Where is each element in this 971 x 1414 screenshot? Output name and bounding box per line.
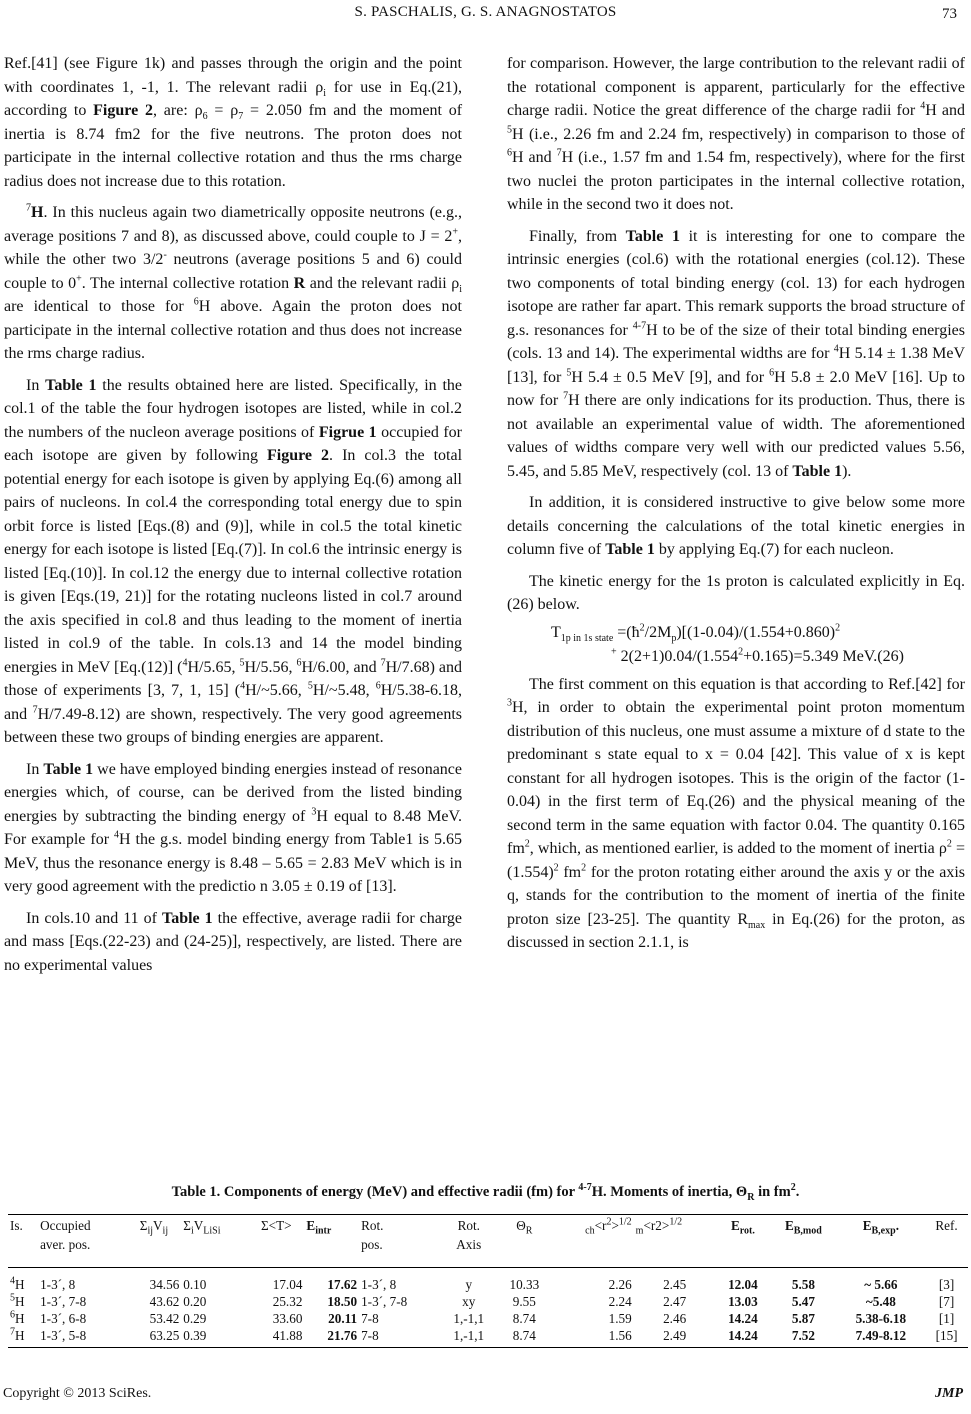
table-row [8,1268,968,1294]
cell-isotope: $^7$H [8,1327,38,1348]
header-rot-axis-line2: Axis [441,1234,497,1268]
header-eintr: $E_{intr}$ [304,1215,359,1235]
cell-vij: 53.42 [149,1311,180,1326]
header-ref: Ref. [925,1215,968,1235]
cell-erot: 14.24 [716,1327,771,1348]
cell-t: 17.04 [272,1277,303,1292]
cell-vls: 0.10 [183,1277,207,1292]
cell-occupied: 1-3´, 7-8 [40,1294,87,1309]
cell-ebmod: 7.52 [770,1327,836,1348]
cell-rot-pos: 1-3´, 7-8 [361,1294,408,1309]
table-header-row-2 [8,1234,968,1268]
table-row [8,1310,968,1327]
table-reference: Table 1 [45,376,97,394]
running-header [0,0,971,30]
cell-rch: 1.59 [608,1311,632,1326]
cell-isotope: $^6$H [10,1309,25,1326]
paragraph: Ref.[41] (see Figure 1k) and passes through the origin and the point with coordinates 1, -1, 1. The relevant radii $\rho_i$ for use in Eq.(21), according to Figure 2, are: $\rho_6 = \rho_7 = 2.050$ fm and the moment of inertia is 8.74 fm2 for the five neutrons. The proton does not participate in the internal collective rotation and thus the rms charge radius does not increase due to this rotation. [4,55,463,190]
header-vij: $\Sigma_{ij}V_{ij}$ [127,1215,182,1235]
page-footer [0,1386,971,1406]
cell-ebmod: 5.58 [791,1277,815,1292]
cell-vls: 0.29 [183,1311,207,1326]
cell-rot-axis: y [465,1277,473,1292]
cell-theta: 8.74 [512,1311,536,1326]
header-theta: $\Theta_R$ [497,1215,552,1235]
header-occupied-line2: aver. pos. [38,1234,127,1268]
cell-ebmod: 5.87 [791,1311,815,1326]
cell-occupied: 1-3´, 5-8 [38,1327,127,1348]
table-row [8,1327,968,1348]
journal-name: JMP [935,1386,963,1401]
cell-ebexp: 5.38-6.18 [855,1311,907,1326]
cell-rot-axis: xy [462,1294,476,1309]
cell-vls: 0.20 [183,1294,207,1309]
paragraph: for comparison. However, the large contribution to the relevant radii of the rotational component is apparent, particularly for the effective charge radii. Notice the great difference of the charge radii for $^4$H and $^5$H (i.e., 2.26 fm and 2.24 fm, respectively) in comparison to those of $^6$H and $^7$H (i.e., 1.57 fm and 1.54 fm, respectively), where for the first two nuclei the proton participates in the internal collective rotation, while in the second two it does not. [507,55,966,213]
cell-t: 41.88 [248,1327,304,1348]
cell-rm: 2.47 [663,1294,687,1309]
header-kinetic: Σ<T> [248,1215,304,1235]
cell-eintr: 17.62 [327,1277,358,1292]
paragraph: $^7$H. In this nucleus again two diametrically opposite neutrons (e.g., average positions 7 and 8), as discussed above, could couple to J = 2+, while the other two 3/2- neutrons (average positions 5 and 6) could couple to 0+. The internal collective rotation R and the relevant radii $\rho_i$ are identical to those for $^6$H above. Again the proton does not participate in the internal collective rotation and thus does not increase the rms charge radius. [4,202,463,362]
cell-vls: 0.39 [181,1327,248,1348]
cell-occupied: 1-3´, 8 [40,1277,76,1292]
cell-rm: 2.45 [663,1277,687,1292]
cell-occupied: 1-3´, 6-8 [40,1311,87,1326]
cell-theta: 8.74 [497,1327,552,1348]
cell-rot-axis: 1,-1,1 [453,1311,485,1326]
cell-ref: [1] [938,1311,955,1326]
paragraph: In cols.10 and 11 of Table 1 the effective, average radii for charge and mass [Eqs.(22-23) and (24-25)], respectively, are listed. There are no experimental values [4,909,463,974]
cell-rch: 1.56 [552,1327,634,1348]
cell-rot-pos: 7-8 [361,1311,379,1326]
cell-ebexp: 7.49-8.12 [837,1327,926,1348]
cell-vij: 34.56 [149,1277,180,1292]
cell-rm: 2.46 [663,1311,687,1326]
cell-erot: 12.04 [728,1277,758,1292]
results-table [8,1214,968,1348]
cell-rch: 2.26 [608,1277,632,1292]
cell-rch: 2.24 [608,1294,632,1309]
header-eb-mod: $E_{B,mod}$ [770,1215,836,1235]
cell-erot: 13.03 [728,1294,758,1309]
cell-ref: [15] [925,1327,968,1348]
page-number: 73 [942,6,957,22]
cell-theta: 10.33 [509,1277,540,1292]
table-header-row [8,1215,968,1235]
paragraph: In Table 1 the results obtained here are listed. Specifically, in the col.1 of the table the four hydrogen isotopes are listed, while in col.2 the numbers of the nucleon average positions of Figrue 1 occupied for each isotope are given by following Figure 2. In col.3 the total potential energy for each isotope is given by applying Eq.(6) among all pairs of nucleons. In col.4 the corresponding total energy due to spin orbit force is listed [Eqs.(8) and (9)], while in col.5 the total kinetic energy for each isotope is listed [Eq.(7)]. In col.6 the intrinsic energy is listed [Eq.(10)]. In col.12 the energy due to internal collective rotation is given [Eqs.(19, 21)] for the rotating nucleons listed in col.7 around the axis specified in col.8 and thus leading to the moment of inertia listed in col.9 of the table. In cols.13 and 14 the model binding energies in MeV [Eq.(12)] ($^4$H/5.65, $^5$H/5.56, $^6$H/6.00, and $^7$H/7.68) and those of experiments [3, 7, 1, 15] ($^4$H/~5.66, $^5$H/~5.48, $^6$H/5.38-6.18, and $^7$H/7.49-8.12) are shown, respectively. The very good agreements between these two groups of binding energies are apparent. [4,376,463,746]
paragraph: The first comment on this equation is that according to Ref.[42] for $^3$H, in order to obtain the experimental point proton momentum distribution of this nucleus, one must assume a mixture of d state to the predominant s state equal to x = 0.04 [42]. This value of x is kept constant for all hydrogen isotopes. This is the origin of the factor (1-0.04) in the first term of Eq.(26) and the physical meaning of the second term in the same equation with factor 0.04. The quantity 0.165 $fm^2$, which, as mentioned earlier, is added to the moment of inertia $\rho^2 = (1.554)^2$ $fm^2$ for the proton rotating either around the axis y or the axis q, stands for the contribution to the moment of inertia of the finite proton size [23-25]. The quantity $R_{max}$ in Eq.(26) for the proton, as discussed in section 2.1.1, is [507,675,965,951]
header-authors: S. PASCHALIS, G. S. ANAGNOSTATOS [354,4,617,20]
cell-ebmod: 5.47 [791,1294,815,1309]
cell-ref: [7] [938,1294,955,1309]
cell-t: 25.32 [272,1294,303,1309]
equation-26: $T_{1p in 1s state}$ $=(ħ^2/2M_p)[(1-0.04)/(1.554+0.860)^2$ + $2(2+1)0.04/(1.554^2+0.165)=5.349$ MeV.(26) [551,622,904,665]
cell-eintr: 20.11 [328,1311,358,1326]
header-rot-pos-line2: pos. [359,1234,440,1268]
paragraph: The kinetic energy for the 1s proton is calculated explicitly in Eq.(26) below. [507,572,965,613]
cell-rot-pos: 7-8 [359,1327,440,1348]
header-occupied: Occupied [38,1215,127,1235]
cell-erot: 14.24 [728,1311,758,1326]
copyright: Copyright © 2013 SciRes. [3,1386,152,1401]
section-lead: H [31,204,44,221]
cell-theta: 9.55 [512,1294,536,1309]
header-rot-pos: Rot. [359,1215,440,1235]
cell-t: 33.60 [272,1311,303,1326]
left-column [4,52,462,977]
header-mass-radius: $_m$<r2>$^{1/2}$ [634,1215,716,1235]
cell-rm: 2.49 [634,1327,716,1348]
cell-ref: [3] [938,1277,955,1292]
paragraph: In addition, it is considered instructive to give below some more details concerning the calculations of the total kinetic energies in column five of Table 1 by applying Eq.(7) for each nucleon. [507,494,965,558]
right-column [507,52,965,955]
cell-vij: 63.25 [127,1327,182,1348]
paragraph: In Table 1 we have employed binding energies instead of resonance energies which, of course, can be derived from the listed binding energies by subtracting the binding energy of $^3$H equal to 8.48 MeV. For example for $^4$H the g.s. model binding energy from Table1 is 5.65 MeV, thus the resonance energy is 8.48 – 5.65 = 2.83 MeV which is in very good agreement with the predictio n 3.05 ± 0.19 of [13]. [4,760,463,895]
header-charge-radius: $_{ch}<r^2>^{1/2}$ [552,1215,634,1235]
header-isotope: Is. [8,1215,38,1235]
cell-rot-axis: 1,-1,1 [441,1327,497,1348]
paragraph: Finally, from Table 1 it is interesting for one to compare the intrinsic energies (col.6) with the rotational energies (col.12). These two components of total binding energy (col. 13) for each hydrogen isotope are rather far apart. This remark supports the broad structure of g.s. resonances for $^{4-7}$H to be of the size of their total binding energies (cols. 13 and 14). The experimental widths are for $^4$H 5.14 ± 1.38 MeV [13], for $^5$H 5.4 ± 0.5 MeV [9], and for $^6$H 5.8 ± 2.0 MeV [16]. Up to now for $^7$H there are only indications for its production. Thus, there is not available an experimental value of width. The aforementioned values of widths compare very well with our predicted values 5.56, 5.45, and 5.85 MeV, respectively (col. 13 of Table 1). [507,227,966,480]
cell-eintr: 21.76 [304,1327,359,1348]
cell-ebexp: ~5.48 [865,1294,896,1309]
table-caption: Table 1. Components of energy (MeV) and effective radii (fm) for $^{4-7}$H. Moments of inertia, $\Theta_R$ in $fm^2$. [171,1182,800,1203]
header-eb-exp: $E_{B,exp}$. [837,1215,926,1235]
header-vls: $\Sigma_iV_{LiSi}$ [181,1215,248,1235]
header-erot: $E_{rot.}$ [716,1215,771,1235]
header-rot-axis: Rot. [441,1215,497,1235]
figure-reference: Figure 2 [93,102,153,119]
cell-vij: 43.62 [149,1294,180,1309]
cell-ebexp: ~ 5.66 [864,1277,898,1292]
cell-eintr: 18.50 [327,1294,358,1309]
table-row [8,1293,968,1310]
cell-rot-pos: 1-3´, 8 [361,1277,397,1292]
cell-isotope: $^4$H [10,1275,25,1292]
cell-isotope: $^5$H [10,1292,25,1309]
